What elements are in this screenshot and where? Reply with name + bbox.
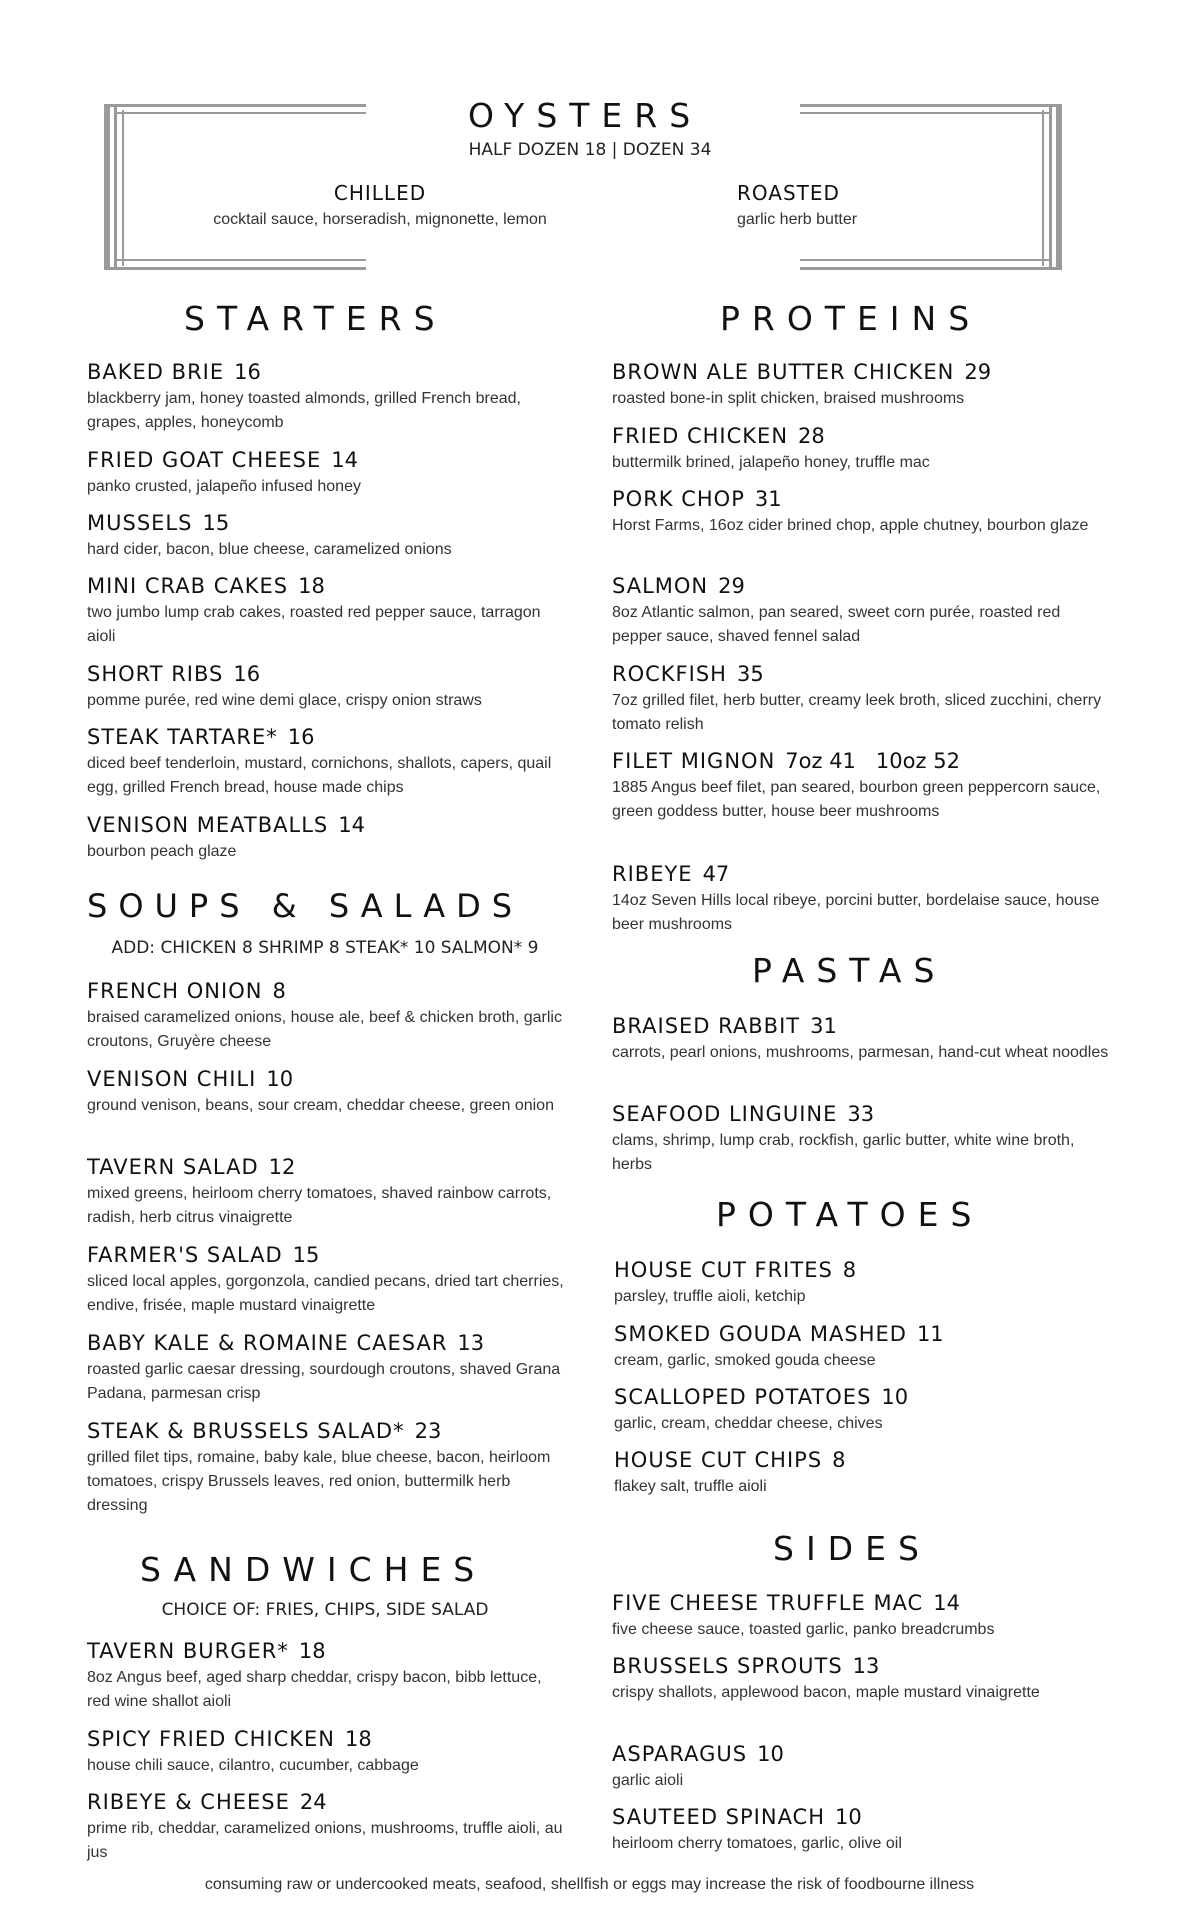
item-name: TAVERN BURGER* <box>87 1639 289 1663</box>
oysters-roasted-label: ROASTED <box>737 181 840 205</box>
oysters-roasted <box>737 180 997 232</box>
starter-item <box>87 510 567 562</box>
item-desc: buttermilk brined, jalapeño honey, truffle mac <box>612 454 930 471</box>
sandwich-item <box>87 1789 567 1865</box>
item-price: 7oz 41 10oz 52 <box>785 749 960 773</box>
item-desc: hard cider, bacon, blue cheese, caramelized onions <box>87 541 452 558</box>
item-name: SAUTEED SPINACH <box>612 1805 826 1829</box>
item-price: 12 <box>268 1155 296 1179</box>
item-name: TAVERN SALAD <box>87 1155 259 1179</box>
item-name: BAKED BRIE <box>87 360 225 384</box>
item-name: SMOKED GOUDA MASHED <box>614 1322 907 1346</box>
item-price: 10 <box>757 1742 784 1766</box>
item-desc: diced beef tenderloin, mustard, cornichons, shallots, capers, quail egg, grilled French bread, house made chips <box>87 755 552 796</box>
starter-item <box>87 661 567 713</box>
item-price: 15 <box>202 511 230 535</box>
item-name: FRENCH ONION <box>87 979 263 1003</box>
soup-salad-item <box>87 978 567 1054</box>
item-desc: garlic, cream, cheddar cheese, chives <box>614 1415 883 1432</box>
item-price: 14 <box>338 813 365 837</box>
potato-item <box>614 1384 1114 1436</box>
item-name: BRUSSELS SPROUTS <box>612 1654 843 1678</box>
oysters-chilled <box>160 180 600 232</box>
starter-item <box>87 724 567 800</box>
item-name: RIBEYE <box>612 862 693 886</box>
protein-item <box>612 423 1112 475</box>
item-name: BABY KALE & ROMAINE CAESAR <box>87 1331 448 1355</box>
item-price: 15 <box>292 1243 320 1267</box>
item-price: 18 <box>298 574 325 598</box>
sandwiches-title: SANDWICHES <box>140 1550 487 1589</box>
item-desc: parsley, truffle aioli, ketchip <box>614 1288 806 1305</box>
item-price: 16 <box>233 662 261 686</box>
item-name: PORK CHOP <box>612 487 745 511</box>
item-price: 13 <box>457 1331 485 1355</box>
item-desc: prime rib, cheddar, caramelized onions, mushrooms, truffle aioli, au jus <box>87 1820 563 1861</box>
item-name: FIVE CHEESE TRUFFLE MAC <box>612 1591 924 1615</box>
side-item <box>612 1590 1112 1642</box>
item-name: SPICY FRIED CHICKEN <box>87 1727 336 1751</box>
item-price: 10 <box>881 1385 909 1409</box>
sandwich-item <box>87 1726 567 1778</box>
soups-salads-title: SOUPS & SALADS <box>87 887 524 925</box>
oysters-roasted-desc: garlic herb butter <box>737 211 858 228</box>
item-price: 28 <box>798 424 825 448</box>
item-desc: 14oz Seven Hills local ribeye, porcini butter, bordelaise sauce, house beer mushrooms <box>612 892 1100 933</box>
item-name: FARMER'S SALAD <box>87 1243 283 1267</box>
protein-item <box>612 748 1112 824</box>
item-name: FRIED CHICKEN <box>612 424 789 448</box>
item-price: 16 <box>234 360 261 384</box>
soup-salad-item <box>87 1242 567 1318</box>
pasta-item <box>612 1013 1112 1065</box>
pasta-item <box>612 1101 1112 1177</box>
proteins-title: PROTEINS <box>720 299 982 338</box>
potato-item <box>614 1321 1114 1373</box>
starter-item <box>87 812 567 864</box>
item-desc: Horst Farms, 16oz cider brined chop, apple chutney, bourbon glaze <box>612 517 1089 534</box>
oysters-chilled-desc: cocktail sauce, horseradish, mignonette, lemon <box>213 211 547 228</box>
item-price: 8 <box>272 979 286 1003</box>
starters-title: STARTERS <box>184 299 447 338</box>
item-price: 18 <box>298 1639 326 1663</box>
item-name: SHORT RIBS <box>87 662 224 686</box>
item-name: SCALLOPED POTATOES <box>614 1385 872 1409</box>
protein-item <box>612 359 1112 411</box>
item-desc: heirloom cherry tomatoes, garlic, olive oil <box>612 1835 902 1852</box>
item-price: 11 <box>916 1322 944 1346</box>
item-name: BRAISED RABBIT <box>612 1014 801 1038</box>
item-desc: bourbon peach glaze <box>87 843 237 860</box>
side-item <box>612 1653 1112 1705</box>
item-desc: pomme purée, red wine demi glace, crispy onion straws <box>87 692 482 709</box>
item-desc: house chili sauce, cilantro, cucumber, cabbage <box>87 1757 419 1774</box>
item-price: 18 <box>345 1727 372 1751</box>
item-name: HOUSE CUT CHIPS <box>614 1448 823 1472</box>
item-name: FILET MIGNON <box>612 749 776 773</box>
item-price: 16 <box>287 725 315 749</box>
item-desc: ground venison, beans, sour cream, cheddar cheese, green onion <box>87 1097 554 1114</box>
item-price: 31 <box>810 1014 837 1038</box>
side-item <box>612 1741 1112 1793</box>
item-price: 24 <box>299 1790 327 1814</box>
item-desc: garlic aioli <box>612 1772 684 1789</box>
soups-salads-add: ADD: CHICKEN 8 SHRIMP 8 STEAK* 10 SALMON* 9 <box>111 938 539 958</box>
starter-item <box>87 573 567 649</box>
item-desc: two jumbo lump crab cakes, roasted red pepper sauce, tarragon aioli <box>87 604 541 645</box>
starter-item <box>87 359 567 435</box>
potatoes-title: POTATOES <box>716 1195 984 1234</box>
item-price: 47 <box>702 862 730 886</box>
item-name: VENISON MEATBALLS <box>87 813 329 837</box>
protein-item <box>612 661 1112 737</box>
item-price: 29 <box>718 574 745 598</box>
pastas-title: PASTAS <box>752 951 947 990</box>
item-desc: clams, shrimp, lump crab, rockfish, garlic butter, white wine broth, herbs <box>612 1132 1075 1173</box>
item-desc: cream, garlic, smoked gouda cheese <box>614 1352 876 1369</box>
item-price: 10 <box>835 1805 862 1829</box>
item-desc: 7oz grilled filet, herb butter, creamy leek broth, sliced zucchini, cherry tomato relish <box>612 692 1102 733</box>
side-item <box>612 1804 1112 1856</box>
item-name: STEAK TARTARE* <box>87 725 278 749</box>
item-name: FRIED GOAT CHEESE <box>87 448 322 472</box>
item-name: MUSSELS <box>87 511 193 535</box>
item-desc: 8oz Atlantic salmon, pan seared, sweet corn purée, roasted red pepper sauce, shaved fennel salad <box>612 604 1061 645</box>
item-price: 35 <box>736 662 764 686</box>
item-name: ASPARAGUS <box>612 1742 748 1766</box>
starter-item <box>87 447 567 499</box>
item-desc: flakey salt, truffle aioli <box>614 1478 767 1495</box>
item-name: STEAK & BRUSSELS SALAD* <box>87 1419 405 1443</box>
item-desc: mixed greens, heirloom cherry tomatoes, shaved rainbow carrots, radish, herb citrus vinaigrette <box>87 1185 552 1226</box>
item-price: 29 <box>964 360 992 384</box>
item-desc: 1885 Angus beef filet, pan seared, bourbon green peppercorn sauce, green goddess butter, house beer mushrooms <box>612 779 1101 820</box>
item-desc: grilled filet tips, romaine, baby kale, blue cheese, bacon, heirloom tomatoes, crispy Brussels leaves, red onion, buttermilk herb dressing <box>87 1449 551 1514</box>
item-desc: crispy shallots, applewood bacon, maple mustard vinaigrette <box>612 1684 1040 1701</box>
oysters-title: OYSTERS <box>468 96 703 135</box>
item-name: SEAFOOD LINGUINE <box>612 1102 838 1126</box>
item-price: 8 <box>842 1258 857 1282</box>
item-desc: sliced local apples, gorgonzola, candied pecans, dried tart cherries, endive, frisée, maple mustard vinaigrette <box>87 1273 564 1314</box>
item-desc: blackberry jam, honey toasted almonds, grilled French bread, grapes, apples, honeycomb <box>87 390 521 431</box>
item-price: 14 <box>933 1591 960 1615</box>
soup-salad-item <box>87 1330 567 1406</box>
item-desc: 8oz Angus beef, aged sharp cheddar, crispy bacon, bibb lettuce, red wine shallot aioli <box>87 1669 542 1710</box>
item-name: RIBEYE & CHEESE <box>87 1790 290 1814</box>
sandwich-item <box>87 1638 567 1714</box>
item-name: BROWN ALE BUTTER CHICKEN <box>612 360 955 384</box>
item-desc: braised caramelized onions, house ale, beef & chicken broth, garlic croutons, Gruyère cheese <box>87 1009 562 1050</box>
item-name: HOUSE CUT FRITES <box>614 1258 833 1282</box>
protein-item <box>612 861 1112 937</box>
item-price: 8 <box>832 1448 846 1472</box>
oysters-chilled-label: CHILLED <box>333 181 427 205</box>
item-desc: roasted bone-in split chicken, braised mushrooms <box>612 390 965 407</box>
item-desc: carrots, pearl onions, mushrooms, parmesan, hand-cut wheat noodles <box>612 1044 1109 1061</box>
soup-salad-item <box>87 1418 567 1518</box>
footer-disclaimer: consuming raw or undercooked meats, seafood, shellfish or eggs may increase the risk of foodbourne illness <box>204 1876 975 1893</box>
oysters-pricing: HALF DOZEN 18 | DOZEN 34 <box>468 140 712 160</box>
item-desc: panko crusted, jalapeño infused honey <box>87 478 361 495</box>
sides-title: SIDES <box>773 1529 931 1568</box>
protein-item <box>612 486 1112 538</box>
potato-item <box>614 1447 1114 1499</box>
sandwiches-choice: CHOICE OF: FRIES, CHIPS, SIDE SALAD <box>161 1600 489 1620</box>
item-price: 14 <box>331 448 358 472</box>
item-desc: five cheese sauce, toasted garlic, panko breadcrumbs <box>612 1621 995 1638</box>
protein-item <box>612 573 1112 649</box>
item-desc: roasted garlic caesar dressing, sourdough croutons, shaved Grana Padana, parmesan crisp <box>87 1361 561 1402</box>
potato-item <box>614 1257 1114 1309</box>
item-price: 33 <box>847 1102 875 1126</box>
item-price: 31 <box>754 487 782 511</box>
item-price: 23 <box>414 1419 442 1443</box>
item-name: SALMON <box>612 574 709 598</box>
item-name: VENISON CHILI <box>87 1067 257 1091</box>
soup-salad-item <box>87 1154 567 1230</box>
soup-salad-item <box>87 1066 567 1118</box>
item-name: MINI CRAB CAKES <box>87 574 289 598</box>
item-price: 13 <box>852 1654 880 1678</box>
item-name: ROCKFISH <box>612 662 727 686</box>
item-price: 10 <box>266 1067 294 1091</box>
